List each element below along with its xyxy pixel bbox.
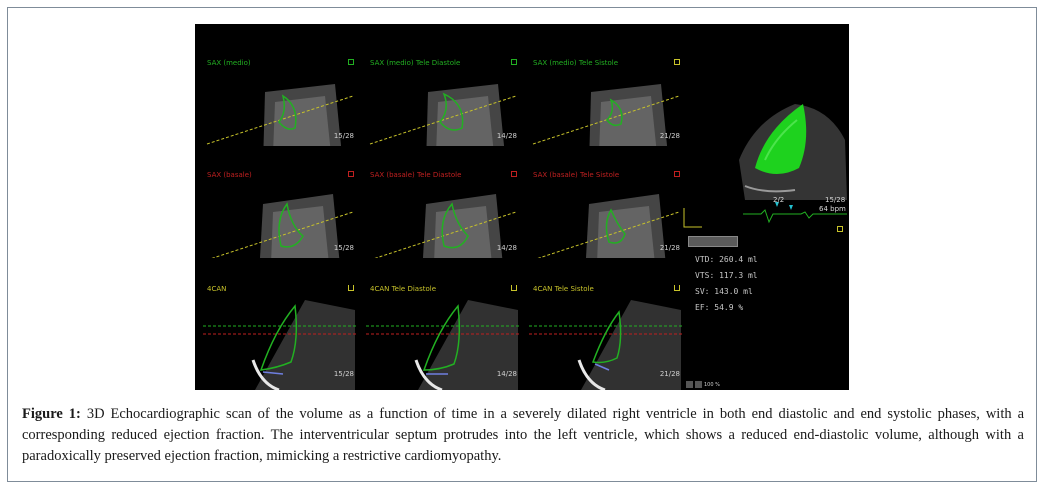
volume-render <box>725 90 849 210</box>
frame-counter: 14/28 <box>496 244 517 252</box>
bracket-icon <box>683 208 703 228</box>
zoom-button-icon[interactable] <box>686 381 693 388</box>
panel-label: SAX (basale) Tele Sistole <box>533 171 620 179</box>
vts-value: VTS: 117.3 ml <box>695 271 758 280</box>
figure-caption <box>22 404 1024 467</box>
ef-value: EF: 54.9 % <box>695 303 744 312</box>
panel-sax-medio <box>195 24 358 146</box>
frame-counter: 14/28 <box>496 132 517 140</box>
panel-label: SAX (basale) Tele Diastole <box>370 171 462 179</box>
phase-indicator: 2/2 <box>773 196 785 204</box>
panel-label: SAX (basale) <box>207 171 252 179</box>
corner-marker-icon <box>837 226 843 232</box>
panel-4can <box>195 250 358 378</box>
ultrasound-sector <box>195 136 358 258</box>
volume-measurements <box>695 252 758 316</box>
panel-label: SAX (medio) Tele Diastole <box>370 59 461 67</box>
panel-sax-medio-diastole <box>358 24 521 146</box>
panel-label: 4CAN Tele Sistole <box>533 285 594 293</box>
panel-label: SAX (medio) <box>207 59 251 67</box>
frame-counter: 15/28 <box>333 370 354 378</box>
ultrasound-sector <box>521 136 684 258</box>
ultrasound-sector <box>521 250 684 390</box>
ultrasound-sector <box>358 24 521 146</box>
zoom-button-icon[interactable] <box>695 381 702 388</box>
frame-counter: 15/28 <box>333 132 354 140</box>
panel-sax-medio-systole <box>521 24 684 146</box>
frame-counter: 21/28 <box>659 132 680 140</box>
panel-sax-basale <box>195 136 358 258</box>
echo-image <box>195 24 849 390</box>
frame-counter: 15/28 <box>333 244 354 252</box>
zoom-control[interactable] <box>686 381 720 388</box>
figure-label: Figure 1: <box>22 406 81 422</box>
panel-4can-diastole <box>358 250 521 378</box>
ultrasound-sector <box>195 250 358 390</box>
caption-text: 3D Echocardiographic scan of the volume as a function of time in a severely dilated right ventricle in both end diastolic and end systolic phases, with a corresponding reduced ejection fraction. The interventricular septum protrudes into the left ventricle, which shows a reduced end-diastolic volume, although with a paradoxically preserved ejection fraction, mimicking a restrictive cardiomyopathy. <box>22 406 1025 464</box>
zoom-level: 100 % <box>704 382 720 388</box>
panel-label: SAX (medio) Tele Sistole <box>533 59 619 67</box>
panel-4can-systole <box>521 250 684 378</box>
frame-counter: 21/28 <box>659 244 680 252</box>
panel-label: 4CAN <box>207 285 227 293</box>
panel-label: 4CAN Tele Diastole <box>370 285 437 293</box>
ultrasound-sector <box>521 24 684 146</box>
ultrasound-sector <box>358 250 521 390</box>
measurement-toggle-button[interactable] <box>688 236 738 247</box>
vtd-value: VTD: 260.4 ml <box>695 255 758 264</box>
volume-frame-counter: 15/28 <box>825 196 846 204</box>
heart-rate: 64 bpm <box>819 205 846 213</box>
frame-counter: 21/28 <box>659 370 680 378</box>
panel-sax-basale-systole <box>521 136 684 258</box>
frame-counter: 14/28 <box>496 370 517 378</box>
sv-value: SV: 143.0 ml <box>695 287 753 296</box>
panel-sax-basale-diastole <box>358 136 521 258</box>
ultrasound-sector <box>358 136 521 258</box>
ultrasound-sector <box>195 24 358 146</box>
